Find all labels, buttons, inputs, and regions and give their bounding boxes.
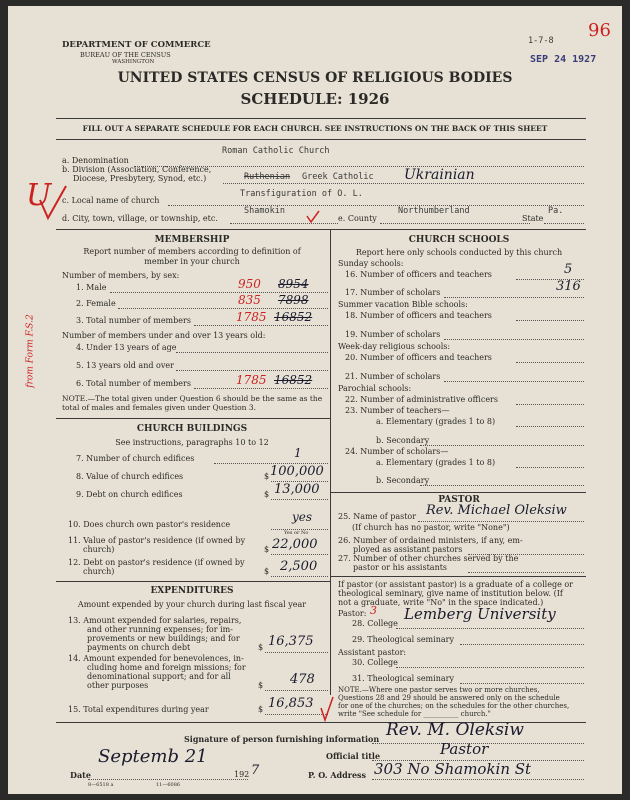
form-title: UNITED STATES CENSUS OF RELIGIOUS BODIES — [117, 70, 513, 86]
official-title-label: Official title — [326, 751, 381, 761]
parochial-scholars-label: 24. Number of scholars— — [345, 447, 449, 456]
rule-mid — [56, 139, 586, 140]
state-label: State — [522, 214, 544, 223]
residence-value-dollar: $ — [264, 545, 270, 554]
pastor-note-1: NOTE.—Where one pastor serves two or more churches, — [338, 686, 540, 694]
address-line — [372, 779, 584, 780]
running-expenses-value: 16,375 — [268, 634, 314, 649]
parochial-officers-line — [516, 404, 584, 405]
summer-scholars-line — [444, 339, 584, 340]
edifices-value-dollar: $ — [264, 472, 270, 481]
total-members-red-value: 1785 — [236, 310, 267, 324]
membership-sub-1: Report number of members according to definition of — [83, 247, 301, 256]
edifices-value-label: 8. Value of church edifices — [76, 472, 184, 481]
state-value: Pa. — [548, 206, 564, 216]
division-line — [223, 183, 584, 184]
weekday-officers-label: 20. Number of officers and teachers — [345, 353, 492, 362]
summer-officers-label: 18. Number of officers and teachers — [345, 311, 492, 320]
assistant-seminary-line — [460, 683, 584, 684]
pastor-note-3: for one of the churches; on the schedules for the other churches, — [338, 702, 570, 710]
pastor-college-label: 28. College — [352, 619, 398, 628]
form-number: 1-7-8 — [528, 36, 554, 46]
parochial-scholars-secondary-label: b. Secondary — [376, 476, 430, 485]
parochial-schools-label: Parochial schools: — [338, 384, 412, 393]
form-subtitle: SCHEDULE: 1926 — [240, 90, 390, 108]
residence-value: 22,000 — [272, 537, 318, 552]
membership-note: NOTE.—The total given under Question 6 should be the same as the total of males and females given under Question 3. — [62, 394, 323, 412]
residence-debt-value: 2,500 — [280, 559, 318, 574]
owns-residence-value: yes — [292, 510, 313, 524]
local-name-value: Transfiguration of O. L. — [240, 189, 363, 199]
female-line — [118, 308, 328, 309]
parochial-teachers-elementary-label: a. Elementary (grades 1 to 8) — [376, 417, 496, 426]
running-expenses-label-1: 13. Amount expended for salaries, repairs, — [68, 616, 242, 625]
female-struck-value: 7898 — [278, 293, 309, 307]
pastor-education-mark: 3 — [370, 604, 377, 617]
residence-value-label-2: church) — [83, 545, 115, 554]
sunday-scholars-label: 17. Number of scholars — [345, 288, 441, 297]
parochial-scholars-elementary-label: a. Elementary (grades 1 to 8) — [376, 458, 496, 467]
owns-residence-hint: Yes or No — [284, 530, 309, 536]
department-name: DEPARTMENT OF COMMERCE — [62, 40, 211, 50]
weekday-scholars-label: 21. Number of scholars — [345, 372, 441, 381]
benevolences-line — [265, 690, 328, 691]
division-value: Greek Catholic — [302, 172, 374, 182]
city-line — [230, 223, 338, 224]
edifices-debt-line — [271, 499, 328, 500]
pastor-name-value: Rev. Michael Oleksiw — [426, 503, 567, 518]
city-label: d. City, town, village, or township, etc. — [62, 214, 218, 223]
rule-pastor — [330, 492, 586, 493]
pastor-heading: PASTOR — [438, 495, 480, 505]
weekday-officers-line — [516, 362, 584, 363]
total-expenditures-dollar: $ — [258, 705, 264, 714]
total-expenditures-value: 16,853 — [268, 696, 314, 711]
rule-expenditures — [56, 581, 330, 582]
total-expenditures-line — [265, 714, 328, 715]
parochial-teachers-elementary-line — [516, 426, 584, 427]
division-handwritten-value: Ukrainian — [404, 167, 475, 183]
other-churches-label-1: 27. Number of other churches served by the — [338, 554, 519, 563]
total-members-line — [194, 325, 328, 326]
benevolences-value: 478 — [290, 672, 315, 687]
parochial-teachers-label: 23. Number of teachers— — [345, 406, 450, 415]
total-by-age-line — [194, 388, 328, 389]
assistant-education-label: Assistant pastor: — [338, 648, 407, 657]
pastor-name-note: (If church has no pastor, write "None") — [352, 523, 510, 532]
census-schedule-page — [8, 6, 622, 794]
expenditures-sub: Amount expended by your church during last fiscal year — [77, 600, 307, 609]
over-13-label: 5. 13 years old and over — [76, 361, 174, 370]
assistant-pastors-label-2: ployed as assistant pastors — [353, 545, 463, 554]
running-expenses-label-3: provements or new buildings; and for — [87, 634, 240, 643]
pastor-education-label: Pastor: — [338, 609, 367, 618]
schools-heading: CHURCH SCHOOLS — [408, 235, 510, 245]
bureau-city: WASHINGTON — [112, 59, 155, 65]
rule-buildings — [56, 418, 330, 419]
total-by-age-struck-value: 16852 — [274, 373, 313, 387]
division-struck-value: Ruthenian — [244, 172, 291, 182]
membership-sub-2: member in your church — [144, 257, 240, 266]
residence-debt-label-1: 12. Debt on pastor's residence (if owned by — [68, 558, 245, 567]
sunday-scholars-value: 316 — [556, 279, 581, 294]
parochial-teachers-secondary-label: b. Secondary — [376, 436, 430, 445]
division-label-1: b. Division (Association, Conference, — [62, 165, 212, 174]
pastor-seminary-label: 29. Theological seminary — [352, 635, 454, 644]
age-group-label: Number of members under and over 13 years old: — [62, 331, 266, 340]
expenditures-heading: EXPENDITURES — [150, 586, 234, 596]
benevolences-label-4: other purposes — [87, 681, 149, 690]
sunday-officers-value: 5 — [564, 262, 573, 277]
edifices-count-label: 7. Number of church edifices — [76, 454, 195, 463]
sunday-schools-label: Sunday schools: — [338, 259, 404, 268]
received-date-stamp: SEP 24 1927 — [530, 54, 597, 65]
parochial-scholars-elementary-line — [516, 467, 584, 468]
address-label: P. O. Address — [308, 770, 367, 780]
residence-debt-label-2: church) — [83, 567, 115, 576]
benevolences-label-1: 14. Amount expended for benevolences, in- — [68, 654, 244, 663]
city-value: Shamokin — [244, 206, 285, 216]
rule-sections — [56, 229, 586, 230]
county-value: Northumberland — [398, 206, 470, 216]
date-year-prefix: 192 — [234, 770, 250, 779]
pastor-college-line — [396, 628, 584, 629]
edifices-count-value: 1 — [294, 446, 302, 460]
total-expenditures-label: 15. Total expenditures during year — [68, 705, 209, 714]
other-churches-label-2: pastor or his assistants — [353, 563, 448, 572]
pastor-note-2: Questions 28 and 29 should be answered only on the schedule — [338, 694, 560, 702]
summer-scholars-label: 19. Number of scholars — [345, 330, 441, 339]
female-label: 2. Female — [76, 299, 116, 308]
running-expenses-line — [265, 652, 328, 653]
over-13-line — [176, 370, 328, 371]
pastor-note-4: write "See schedule for __________ church." — [338, 710, 491, 718]
assistant-pastors-label-1: 26. Number of ordained ministers, if any, em- — [338, 536, 523, 545]
local-name-line — [168, 205, 584, 206]
print-code-1: 8—6518 a — [88, 782, 114, 788]
official-title-value: Pastor — [440, 740, 489, 758]
owns-residence-label: 10. Does church own pastor's residence — [68, 520, 231, 529]
pastor-college-value: Lemberg University — [404, 605, 556, 623]
graduate-note-2: theological seminary, give name of institution below. (If — [338, 589, 563, 598]
under-13-label: 4. Under 13 years of age — [76, 343, 177, 352]
under-13-line — [176, 352, 328, 353]
total-by-age-red-value: 1785 — [236, 373, 267, 387]
signature-label: Signature of person furnishing information — [184, 734, 380, 744]
summer-schools-label: Summer vacation Bible schools: — [338, 300, 468, 309]
assistant-college-label: 30. College — [352, 658, 398, 667]
print-code-2: 11—6086 — [156, 782, 181, 788]
local-name-label: c. Local name of church — [62, 196, 160, 205]
pastor-seminary-line — [460, 644, 584, 645]
column-divider — [330, 229, 331, 695]
total-members-label: 3. Total number of members — [76, 316, 191, 325]
benevolences-label-3: denominational support; and for all — [87, 672, 231, 681]
buildings-sub: See instructions, paragraphs 10 to 12 — [115, 438, 269, 447]
sunday-officers-label: 16. Number of officers and teachers — [345, 270, 492, 279]
total-by-age-label: 6. Total number of members — [76, 379, 191, 388]
residence-debt-line — [271, 576, 328, 577]
small-check-mark-icon — [306, 210, 320, 224]
red-check-mark-icon — [38, 184, 68, 224]
signature-value: Rev. M. Oleksiw — [386, 720, 524, 740]
sunday-scholars-line — [444, 297, 584, 298]
female-red-value: 835 — [238, 293, 261, 307]
buildings-heading: CHURCH BUILDINGS — [136, 424, 248, 434]
weekday-scholars-line — [444, 381, 584, 382]
running-expenses-label-2: and other running expenses; for im- — [87, 625, 233, 634]
benevolences-label-2: cluding home and foreign missions; for — [87, 663, 246, 672]
edifices-debt-value: 13,000 — [274, 482, 320, 497]
male-label: 1. Male — [76, 283, 107, 292]
parochial-teachers-secondary-line — [420, 445, 584, 446]
graduate-note-3: not a graduate, write "No" in the space indicated.) — [338, 598, 544, 607]
residence-debt-dollar: $ — [264, 567, 270, 576]
rule-graduate — [330, 576, 586, 577]
date-year-digit: 7 — [251, 763, 260, 778]
weekday-schools-label: Week-day religious schools: — [338, 342, 451, 351]
graduate-note-1: If pastor (or assistant pastor) is a graduate of a college or — [338, 580, 574, 589]
state-line — [544, 223, 584, 224]
denomination-label: a. Denomination — [62, 156, 129, 165]
county-line — [380, 223, 530, 224]
total-check-mark-icon — [320, 696, 334, 722]
separate-schedule-instruction: FILL OUT A SEPARATE SCHEDULE FOR EACH CHURCH. SEE INSTRUCTIONS ON THE BACK OF THIS SHEET — [82, 124, 548, 133]
benevolences-dollar: $ — [258, 681, 264, 690]
male-red-value: 950 — [238, 277, 261, 291]
summer-officers-line — [516, 320, 584, 321]
running-expenses-dollar: $ — [258, 643, 264, 652]
schools-sub: Report here only schools conducted by this church — [355, 248, 563, 257]
date-line — [88, 779, 248, 780]
assistant-seminary-label: 31. Theological seminary — [352, 674, 454, 683]
pastor-name-line — [418, 521, 584, 522]
parochial-officers-label: 22. Number of administrative officers — [345, 395, 498, 404]
membership-heading: MEMBERSHIP — [154, 235, 230, 245]
bureau-name: BUREAU OF THE CENSUS — [80, 51, 171, 59]
pastor-name-label: 25. Name of pastor — [338, 512, 417, 521]
edifices-debt-label: 9. Debt on church edifices — [76, 490, 183, 499]
assistant-college-line — [396, 667, 584, 668]
margin-check-mark: U — [26, 178, 52, 213]
total-members-struck-value: 16852 — [274, 310, 313, 324]
members-by-sex-label: Number of members, by sex: — [62, 271, 180, 280]
edifices-value: 100,000 — [270, 464, 324, 479]
residence-value-label-1: 11. Value of pastor's residence (if owned by — [68, 536, 246, 545]
county-label: e. County — [338, 214, 377, 223]
margin-source-note: from Form F.S.2 — [25, 314, 36, 388]
other-churches-line — [468, 572, 584, 573]
address-value: 303 No Shamokin St — [374, 760, 532, 778]
date-value: Septemb 21 — [98, 746, 208, 767]
date-label: Date — [70, 770, 91, 780]
division-label-2: Diocese, Presbytery, Synod, etc.) — [73, 174, 207, 183]
denomination-value: Roman Catholic Church — [222, 146, 330, 156]
male-struck-value: 8954 — [278, 277, 309, 291]
running-expenses-label-4: payments on church debt — [87, 643, 191, 652]
rule-top — [56, 118, 586, 119]
edifices-debt-dollar: $ — [264, 490, 270, 499]
parochial-scholars-secondary-line — [420, 485, 584, 486]
residence-value-line — [271, 554, 328, 555]
page-number-handwritten: 96 — [588, 20, 611, 41]
